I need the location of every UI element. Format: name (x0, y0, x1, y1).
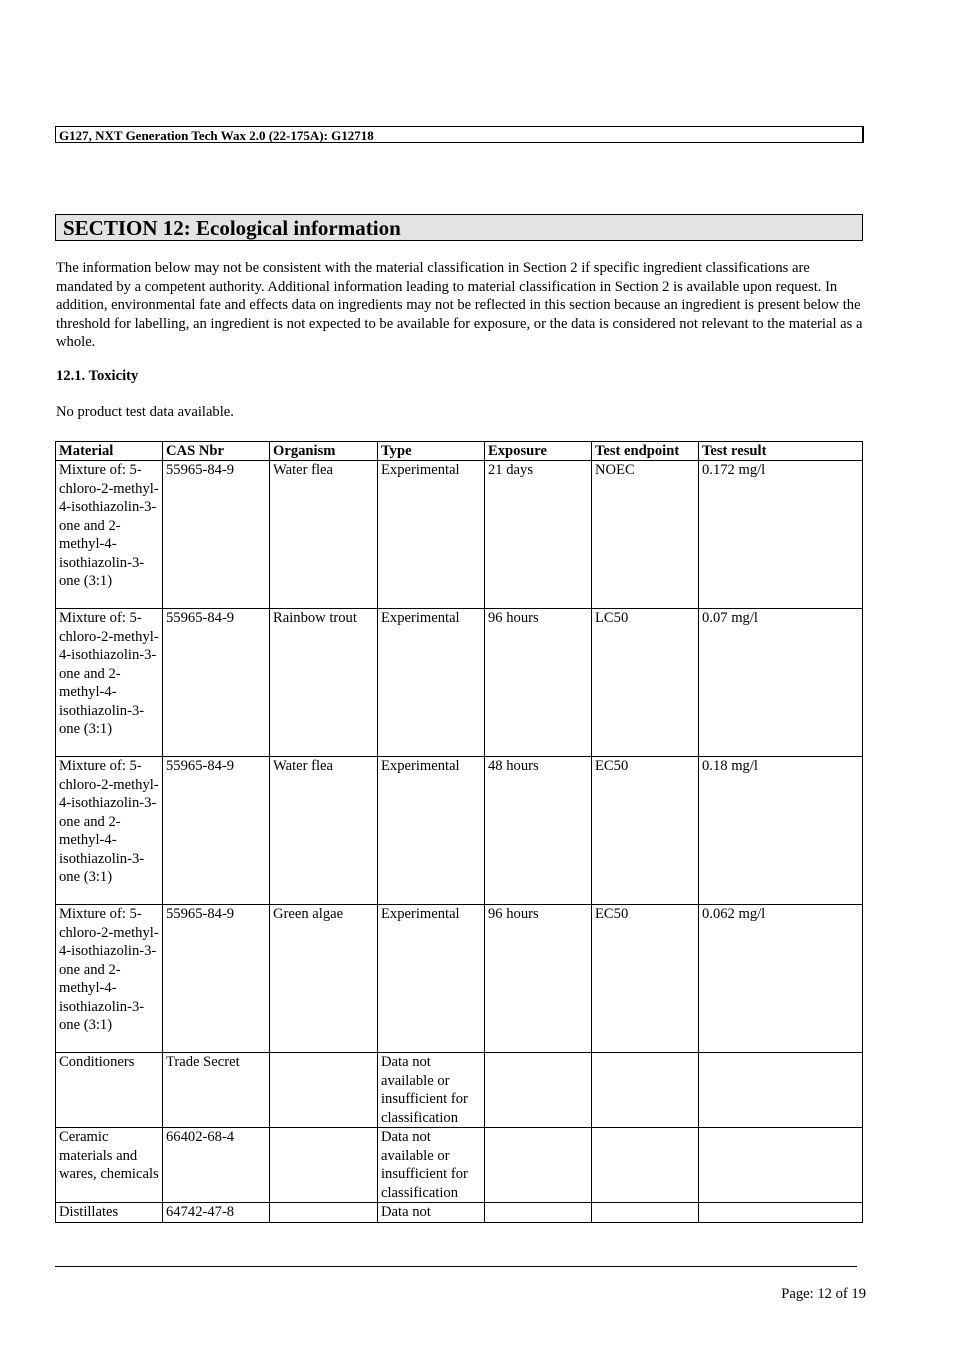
intro-paragraph: The information below may not be consistent with the material classification in Section 2 if specific ingredient classifications are mandated by a competent authority. Additional information leading to material classification in Section 2 is available upon request. In addition, environmental fate and effects data on ingredients may not be reflected in this section because an ingredient is present below the threshold for labelling, an ingredient is not expected to be available for exposure, or the data is considered not relevant to the material as a whole. (56, 260, 863, 350)
result-cell (699, 1128, 863, 1203)
table-row (56, 1053, 863, 1128)
organism-cell (270, 1128, 378, 1203)
toxicity-table (55, 441, 863, 1223)
table-row (56, 609, 863, 757)
result-cell: 0.062 mg/l (699, 905, 863, 1053)
exposure-cell: 21 days (485, 461, 592, 609)
material-cell: Mixture of: 5-chloro-2-methyl-4-isothiazolin-3-one and 2-methyl-4-isothiazolin-3-one (3:1) (56, 757, 163, 905)
page-number: Page: 12 of 19 (781, 1286, 866, 1302)
column-header-material: Material (56, 442, 163, 461)
exposure-cell (485, 1053, 592, 1128)
result-cell: 0.18 mg/l (699, 757, 863, 905)
footer-divider (55, 1266, 857, 1267)
cas-cell: Trade Secret (163, 1053, 270, 1128)
result-cell: 0.172 mg/l (699, 461, 863, 609)
material-cell: Distillates (56, 1203, 163, 1223)
type-cell: Data not (378, 1203, 485, 1223)
endpoint-cell: LC50 (592, 609, 699, 757)
type-cell: Experimental (378, 609, 485, 757)
table-row (56, 905, 863, 1053)
result-cell (699, 1203, 863, 1223)
endpoint-cell (592, 1203, 699, 1223)
material-cell: Mixture of: 5-chloro-2-methyl-4-isothiazolin-3-one and 2-methyl-4-isothiazolin-3-one (3:1) (56, 461, 163, 609)
cas-cell: 55965-84-9 (163, 461, 270, 609)
result-cell: 0.07 mg/l (699, 609, 863, 757)
organism-cell: Water flea (270, 757, 378, 905)
material-cell: Mixture of: 5-chloro-2-methyl-4-isothiazolin-3-one and 2-methyl-4-isothiazolin-3-one (3:1) (56, 905, 163, 1053)
type-cell: Data not available or insufficient for classification (378, 1053, 485, 1128)
exposure-cell: 96 hours (485, 609, 592, 757)
organism-cell: Green algae (270, 905, 378, 1053)
organism-cell: Water flea (270, 461, 378, 609)
column-header-test-endpoint: Test endpoint (592, 442, 699, 461)
exposure-cell (485, 1128, 592, 1203)
type-cell: Data not available or insufficient for classification (378, 1128, 485, 1203)
column-header-organism: Organism (270, 442, 378, 461)
column-header-cas-nbr: CAS Nbr (163, 442, 270, 461)
material-cell: Ceramic materials and wares, chemicals (56, 1128, 163, 1203)
material-cell: Mixture of: 5-chloro-2-methyl-4-isothiazolin-3-one and 2-methyl-4-isothiazolin-3-one (3:1) (56, 609, 163, 757)
endpoint-cell (592, 1053, 699, 1128)
organism-cell (270, 1203, 378, 1223)
table-row (56, 757, 863, 905)
column-header-type: Type (378, 442, 485, 461)
cas-cell: 64742-47-8 (163, 1203, 270, 1223)
toxicity-heading: 12.1. Toxicity (56, 368, 139, 384)
table-row (56, 1203, 863, 1223)
table-header-row (56, 442, 863, 461)
table-row (56, 1128, 863, 1203)
exposure-cell: 48 hours (485, 757, 592, 905)
type-cell: Experimental (378, 757, 485, 905)
table-row (56, 461, 863, 609)
type-cell: Experimental (378, 461, 485, 609)
column-header-test-result: Test result (699, 442, 863, 461)
section-title: SECTION 12: Ecological information (55, 214, 863, 241)
column-header-exposure: Exposure (485, 442, 592, 461)
organism-cell: Rainbow trout (270, 609, 378, 757)
cas-cell: 55965-84-9 (163, 757, 270, 905)
endpoint-cell (592, 1128, 699, 1203)
no-test-data-notice: No product test data available. (56, 404, 234, 420)
endpoint-cell: NOEC (592, 461, 699, 609)
cas-cell: 55965-84-9 (163, 905, 270, 1053)
cas-cell: 66402-68-4 (163, 1128, 270, 1203)
material-cell: Conditioners (56, 1053, 163, 1128)
organism-cell (270, 1053, 378, 1128)
cas-cell: 55965-84-9 (163, 609, 270, 757)
type-cell: Experimental (378, 905, 485, 1053)
document-header: G127, NXT Generation Tech Wax 2.0 (22-175A): G12718 (55, 126, 864, 143)
exposure-cell: 96 hours (485, 905, 592, 1053)
result-cell (699, 1053, 863, 1128)
exposure-cell (485, 1203, 592, 1223)
endpoint-cell: EC50 (592, 757, 699, 905)
endpoint-cell: EC50 (592, 905, 699, 1053)
